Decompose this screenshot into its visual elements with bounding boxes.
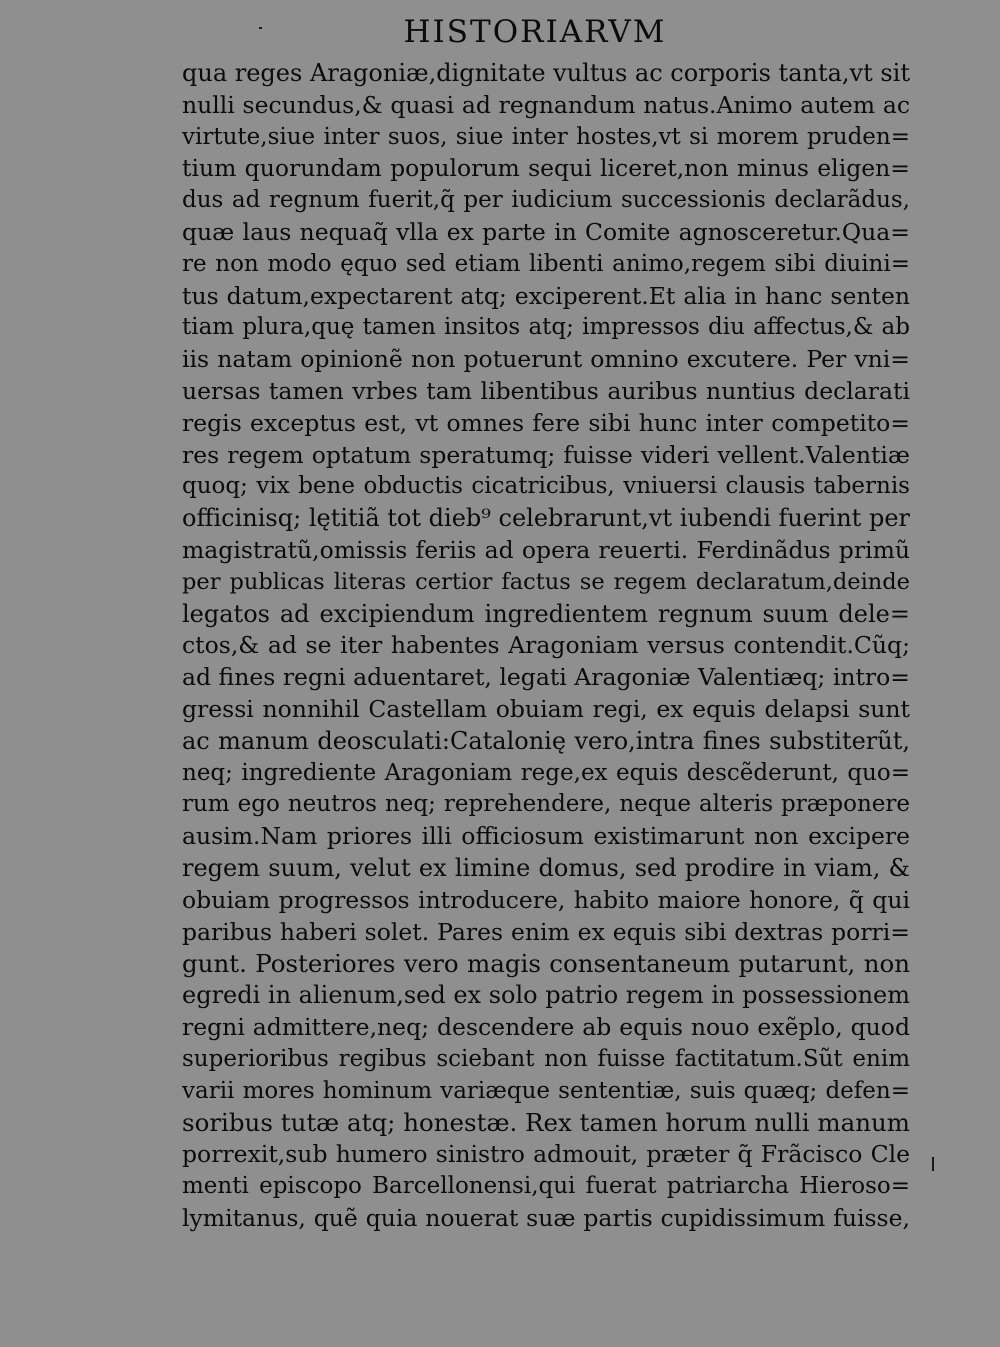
text-line: legatos ad excipiendum ingredientem regnum suum dele= [182,599,910,628]
text-line: officinisq; lętitiã tot dieb⁹ celebrarunt,vt iubendi fuerint per [182,504,910,533]
text-line: regni admittere,neq; descendere ab equis nouo exẽplo, quod [182,1012,910,1041]
text-line: quoq; vix bene obductis cicatricibus, vniuersi clausis tabernis [182,473,910,500]
text-line: ac manum deosculati:Catalonię vero,intra fines substiterũt, [182,726,910,755]
text-line: qua reges Aragoniæ,dignitate vultus ac corporis tanta,vt sit [182,59,910,87]
text-line: obuiam progressos introducere, habito maiore honore, q̃ qui [182,885,910,914]
text-line: dus ad regnum fuerit,q̃ per iudicium successionis declarãdus, [182,187,910,214]
running-head: HISTORIARVM [403,14,667,50]
text-line: magistratũ,omissis feriis ad opera reuerti. Ferdinãdus primũ [182,535,910,564]
text-line: iis natam opinionẽ non potuerunt omnino excutere. Per vni= [182,345,910,374]
margin-mark [932,1157,934,1171]
text-line: regem suum, velut ex limine domus, sed prodire in viam, & [182,853,910,882]
text-line: virtute,siue inter suos, siue inter hostes,vt si morem pruden= [182,123,910,150]
text-line: quæ laus nequaq̃ vlla ex parte in Comite agnosceretur.Qua= [182,217,910,246]
text-line: paribus haberi solet. Pares enim ex equis sibi dextras porri= [182,917,910,946]
text-line: neq; ingrediente Aragoniam rege,ex equis descẽderunt, quo= [182,759,910,786]
text-line: varii mores hominum variæque sententiæ, suis quæq; defen= [182,1077,910,1104]
text-line: soribus tutæ atq; honestæ. Rex tamen horum nulli manum [182,1108,910,1138]
text-line: ausim.Nam priores illi officiosum existimarunt non excipere [182,822,910,851]
text-line: gressi nonnihil Castellam obuiam regi, ex equis delapsi sunt [182,694,910,723]
text-line: regis exceptus est, vt omnes fere sibi hunc inter competito= [182,408,910,437]
text-line: ctos,& ad se iter habentes Aragoniam versus contendit.Cũq; [182,631,910,660]
text-line: uersas tamen vrbes tam libentibus auribus nuntius declarati [182,376,910,405]
text-line: res regem optatum speratumq; fuisse videri vellent.Valentiæ [182,440,910,469]
text-line: egredi in alienum,sed ex solo patrio regem in possessionem [182,981,910,1010]
text-line: superioribus regibus sciebant non fuisse factitatum.Sũt enim [182,1045,910,1072]
text-line: gunt. Posteriores vero magis consentaneum putarunt, non [182,949,910,979]
text-line: re non modo ęquo sed etiam libenti animo,regem sibi diuini= [182,250,910,277]
text-line: rum ego neutros neq; reprehendere, neque alteris præponere [182,791,910,818]
text-line: per publicas literas certior factus se regem declaratum,deinde [182,568,910,595]
body-text [182,58,910,1234]
text-line: porrexit,sub humero sinistro admouit, præter q̃ Frãcisco Cle [182,1140,910,1169]
text-line: tus datum,expectarent atq; exciperent.Et alia in hanc senten [182,281,910,310]
text-line: ad fines regni aduentaret, legati Aragoniæ Valentiæq; intro= [182,663,910,692]
text-line: tium quorundam populorum sequi liceret,non minus eligen= [182,154,910,183]
text-line: lymitanus, quẽ quia nouerat suæ partis cupidissimum fuisse, [182,1203,910,1232]
text-line: menti episcopo Barcellonensi,qui fuerat patriarcha Hieroso= [182,1172,910,1199]
text-line: nulli secundus,& quasi ad regnandum natus.Animo autem ac [182,90,910,119]
text-line: tiam plura,quę tamen insitos atq; impressos diu affectus,& ab [182,314,910,341]
